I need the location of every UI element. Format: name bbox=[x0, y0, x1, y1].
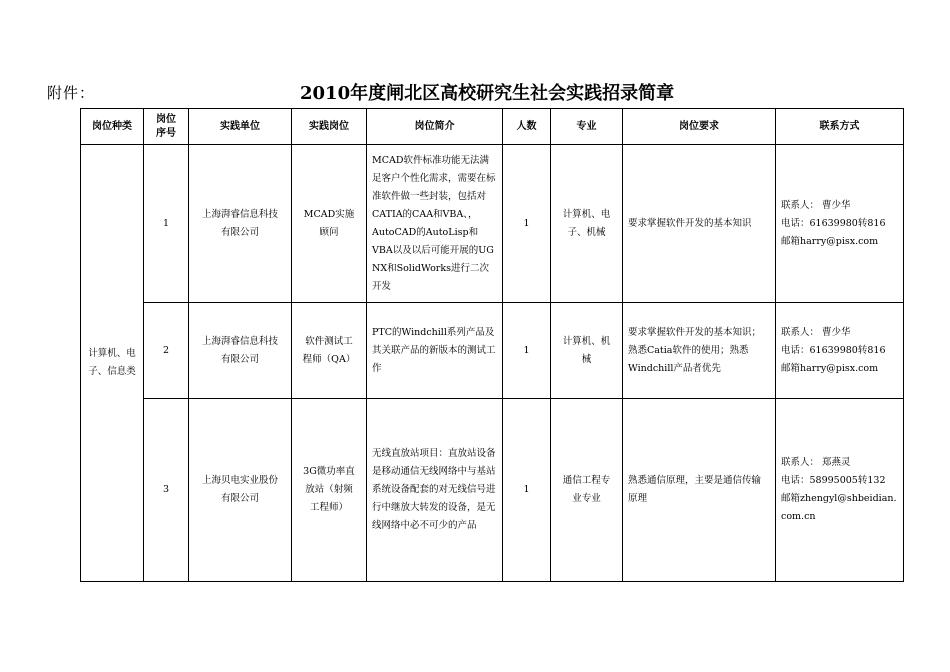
contact-cell bbox=[776, 303, 904, 399]
column-header: 岗位序号 bbox=[144, 109, 189, 145]
column-header: 联系方式 bbox=[776, 109, 904, 145]
count-cell: 1 bbox=[503, 399, 551, 582]
position-cell: MCAD实施顾问 bbox=[292, 145, 367, 303]
column-header: 专业 bbox=[551, 109, 623, 145]
table-row bbox=[81, 303, 904, 399]
table-row bbox=[81, 399, 904, 582]
table-row bbox=[81, 145, 904, 303]
attachment-label: 附件： bbox=[47, 84, 96, 102]
column-header: 实践单位 bbox=[189, 109, 292, 145]
position-cell: 3G微功率直放站（射频工程师） bbox=[292, 399, 367, 582]
major-cell: 计算机、机械 bbox=[551, 303, 623, 399]
count-cell: 1 bbox=[503, 303, 551, 399]
intro-cell: PTC的Windchill系列产品及其关联产品的新版本的测试工作 bbox=[367, 303, 503, 399]
contact-person: 联系人： 郑燕灵 bbox=[781, 457, 851, 468]
contact-email: 邮箱harry@pisx.com bbox=[781, 235, 879, 247]
contact-person: 联系人： 曹少华 bbox=[781, 199, 851, 211]
contact-person: 联系人： 曹少华 bbox=[781, 326, 851, 338]
unit-cell: 上海湃睿信息科技有限公司 bbox=[189, 303, 292, 399]
table-header-row bbox=[81, 109, 904, 145]
contact-cell bbox=[776, 399, 904, 582]
contact-phone: 电话：61639980转816 bbox=[781, 344, 886, 356]
seq-cell: 2 bbox=[144, 303, 189, 399]
unit-cell: 上海贝电实业股份有限公司 bbox=[189, 399, 292, 582]
contact-email: 邮箱harry@pisx.com bbox=[781, 362, 879, 374]
column-header: 实践岗位 bbox=[292, 109, 367, 145]
seq-cell: 1 bbox=[144, 145, 189, 303]
recruitment-table bbox=[80, 108, 904, 582]
requirement-cell: 要求掌握软件开发的基本知识；熟悉Catia软件的使用；熟悉Windchill产品者优先 bbox=[623, 303, 776, 399]
column-header: 岗位要求 bbox=[623, 109, 776, 145]
category-cell: 计算机、电子、信息类 bbox=[81, 145, 144, 582]
document-title: 2010年度闸北区高校研究生社会实践招录简章 bbox=[300, 83, 675, 104]
position-cell: 软件测试工程师（QA） bbox=[292, 303, 367, 399]
contact-phone: 电话：58995005转132 bbox=[781, 475, 886, 486]
requirement-cell: 要求掌握软件开发的基本知识 bbox=[623, 145, 776, 303]
column-header: 岗位种类 bbox=[81, 109, 144, 145]
major-cell: 通信工程专业专业 bbox=[551, 399, 623, 582]
contact-phone: 电话：61639980转816 bbox=[781, 217, 886, 229]
intro-cell: 无线直放站项目：直放站设备是移动通信无线网络中与基站系统设备配套的对无线信号进行中继放大转发的设备，是无线网络中必不可少的产品 bbox=[367, 399, 503, 582]
column-header: 人数 bbox=[503, 109, 551, 145]
column-header: 岗位简介 bbox=[367, 109, 503, 145]
seq-cell: 3 bbox=[144, 399, 189, 582]
contact-email: 邮箱zhengyl@shbeidian.com.cn bbox=[781, 493, 897, 522]
count-cell: 1 bbox=[503, 145, 551, 303]
unit-cell: 上海湃睿信息科技有限公司 bbox=[189, 145, 292, 303]
contact-cell bbox=[776, 145, 904, 303]
major-cell: 计算机、电子、机械 bbox=[551, 145, 623, 303]
intro-cell: MCAD软件标准功能无法满足客户个性化需求，需要在标准软件做一些封装，包括对CATIA的CAA和VBA、，AutoCAD的AutoLisp和VBA以及以后可能开展的UG NX和SolidWorks进行二次开发 bbox=[367, 145, 503, 303]
requirement-cell: 熟悉通信原理，主要是通信传输原理 bbox=[623, 399, 776, 582]
